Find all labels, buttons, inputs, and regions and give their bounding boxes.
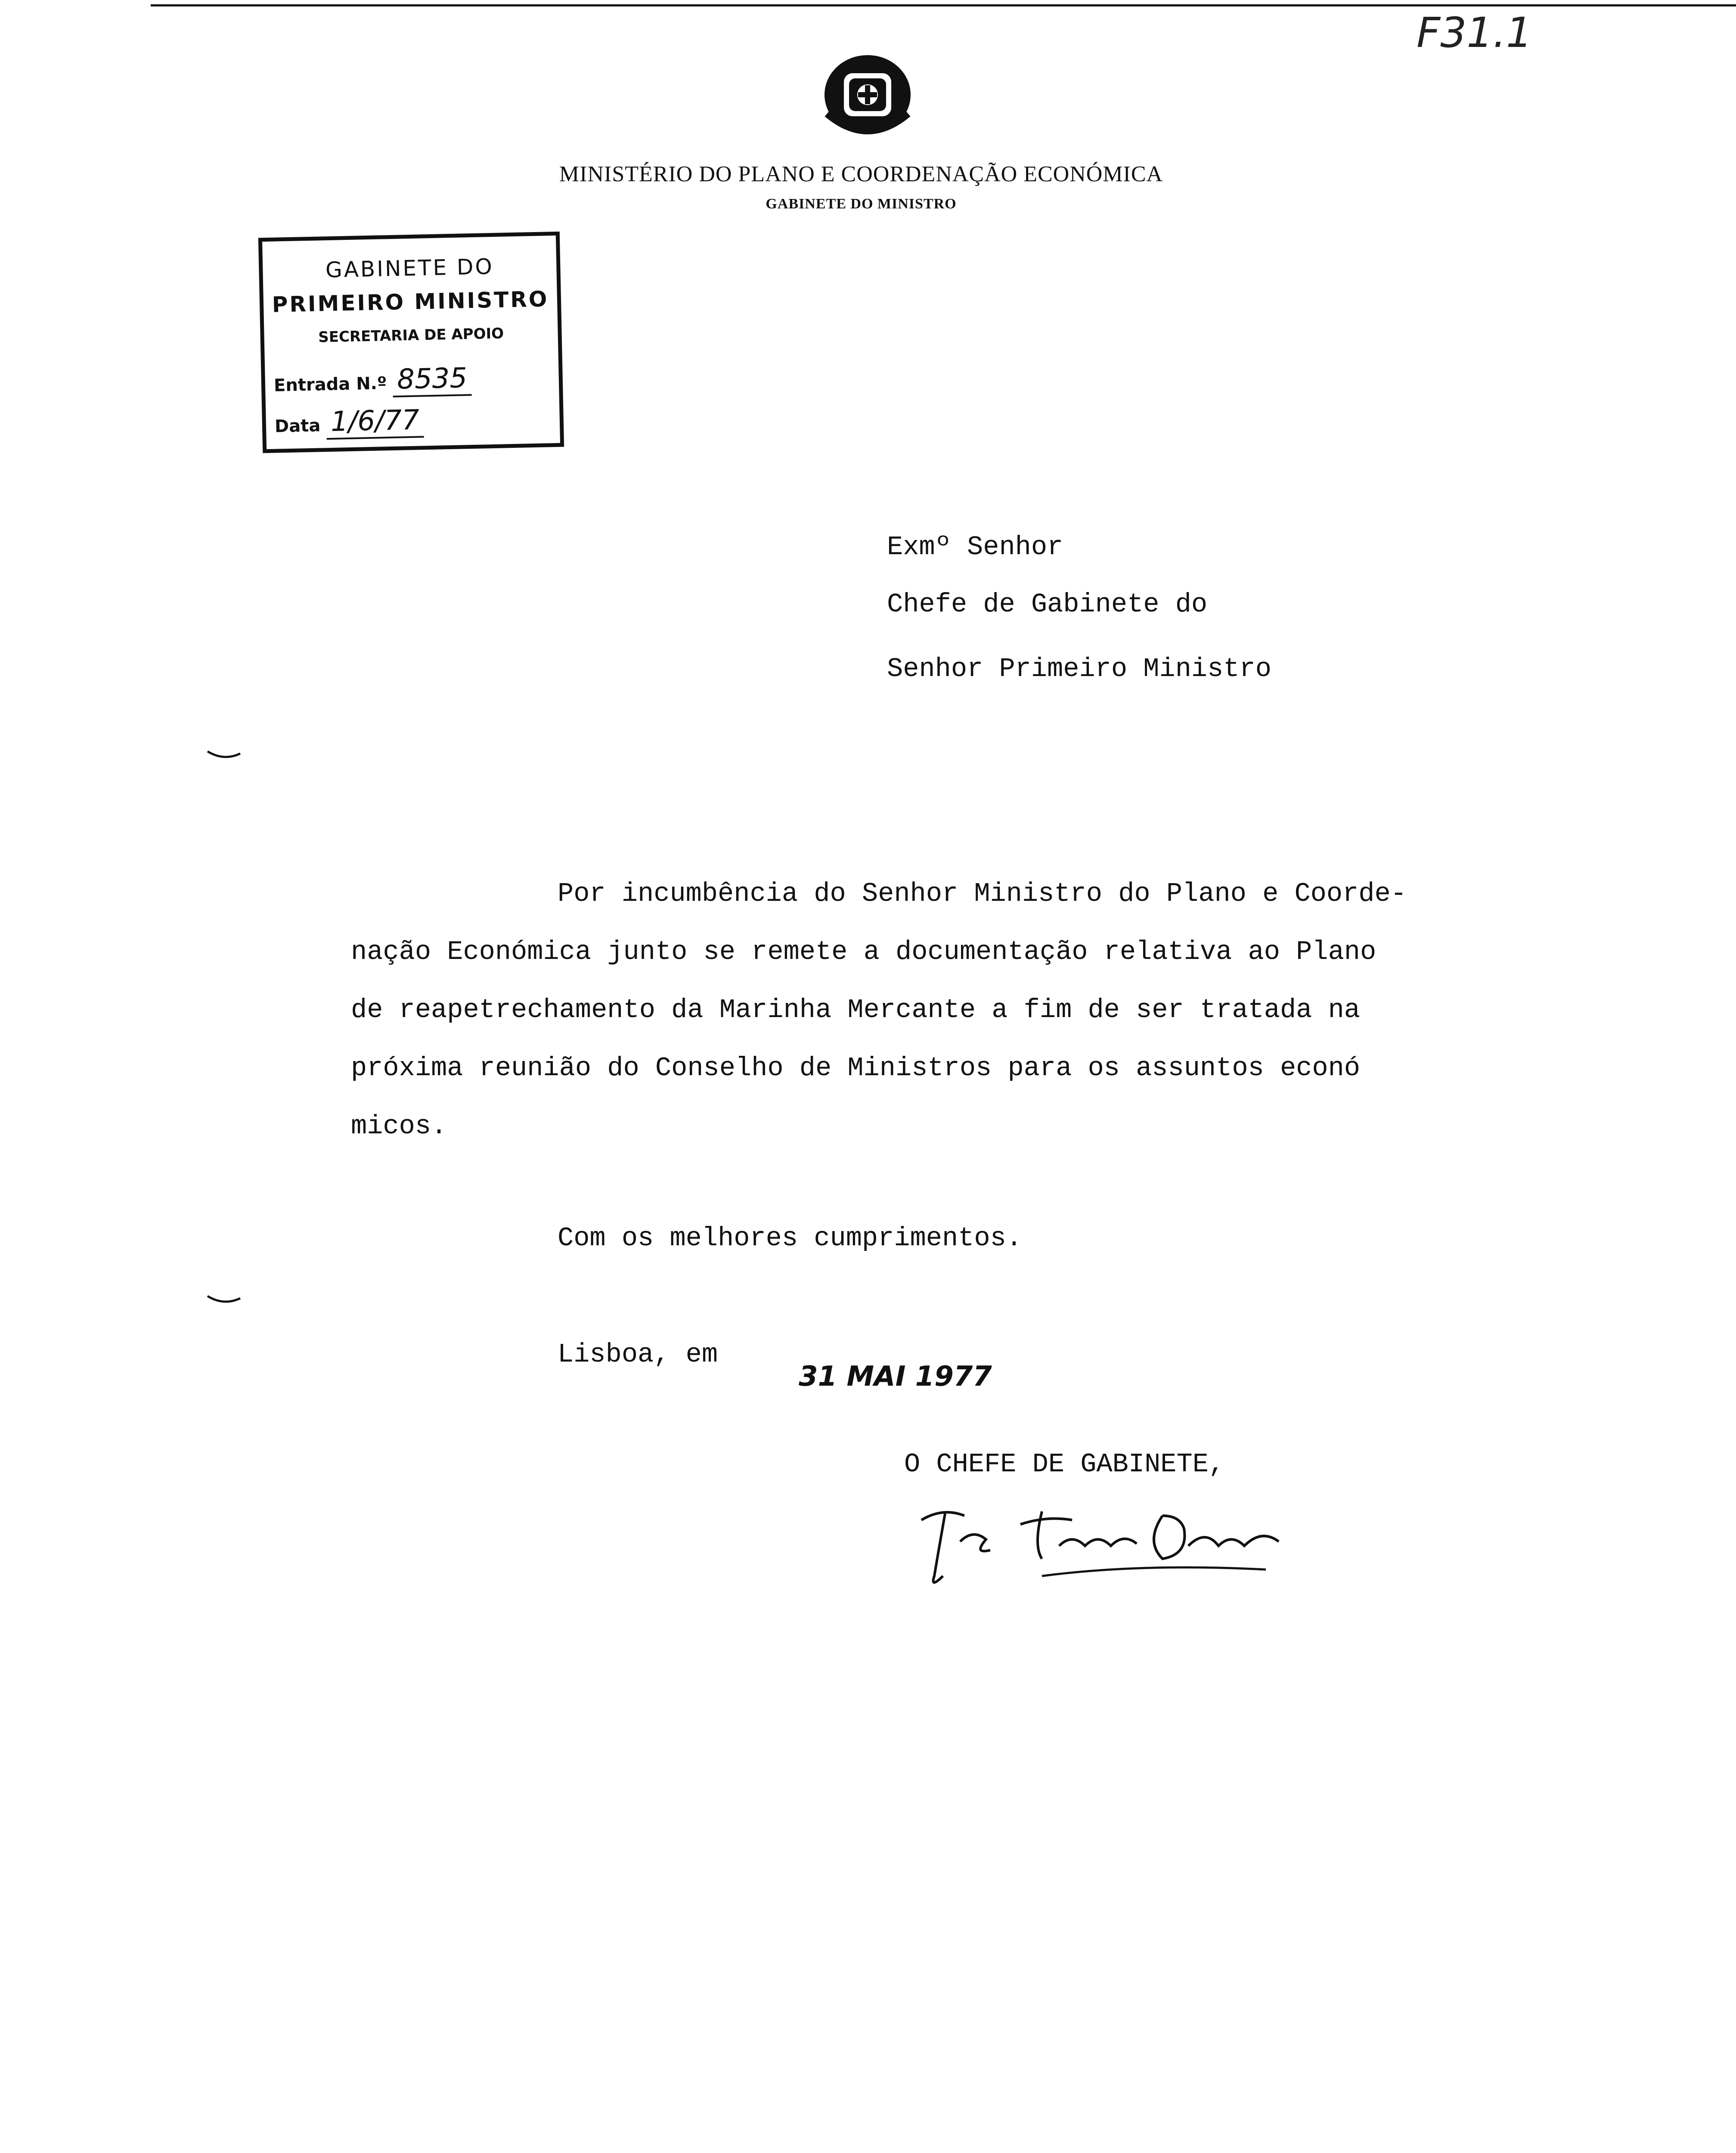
stamp-entry-number: 8535: [392, 362, 471, 397]
signatory-title: O CHEFE DE GABINETE,: [904, 1449, 1225, 1480]
body-line-3: de reapetrechamento da Marinha Mercante a fim de ser tratada na: [351, 995, 1360, 1025]
closing-line: Com os melhores cumprimentos.: [558, 1223, 1022, 1253]
stamp-date-label: Data: [274, 416, 321, 437]
date-stamp: 31 MAI 1977: [799, 1361, 992, 1393]
top-border-rule: [151, 4, 1736, 6]
cabinet-subtitle: GABINETE DO MINISTRO: [766, 196, 957, 212]
margin-fold-mark: [207, 749, 241, 762]
reception-stamp: [258, 232, 564, 453]
body-line-5: micos.: [351, 1111, 447, 1142]
stamp-line-1: GABINETE DO: [325, 254, 494, 283]
body-line-4: próxima reunião do Conselho de Ministros para os assuntos econó: [351, 1053, 1360, 1083]
portuguese-coat-of-arms-icon: [818, 50, 917, 144]
stamp-line-3: SECRETARIA DE APOIO: [318, 325, 504, 346]
ministry-name: MINISTÉRIO DO PLANO E COORDENAÇÃO ECONÓMICA: [559, 162, 1163, 186]
body-line-2: nação Económica junto se remete a documentação relativa ao Plano: [351, 937, 1376, 967]
stamp-date-value: 1/6/77: [326, 404, 424, 440]
handwritten-signature: [904, 1490, 1313, 1593]
margin-fold-mark-2: [207, 1294, 241, 1307]
recipient-line-2: Chefe de Gabinete do: [887, 589, 1208, 620]
recipient-line-1: Exmº Senhor: [887, 532, 1063, 562]
archive-reference: F31.1: [1417, 9, 1532, 57]
stamp-entry-row: [273, 362, 472, 398]
stamp-date-row: [274, 404, 424, 439]
stamp-entry-label: Entrada N.º: [273, 373, 387, 396]
body-line-1: Por incumbência do Senhor Ministro do Plano e Coorde-: [558, 878, 1407, 909]
place-line: Lisboa, em: [558, 1339, 718, 1370]
stamp-line-2: PRIMEIRO MINISTRO: [272, 286, 549, 317]
recipient-line-3: Senhor Primeiro Ministro: [887, 654, 1271, 684]
